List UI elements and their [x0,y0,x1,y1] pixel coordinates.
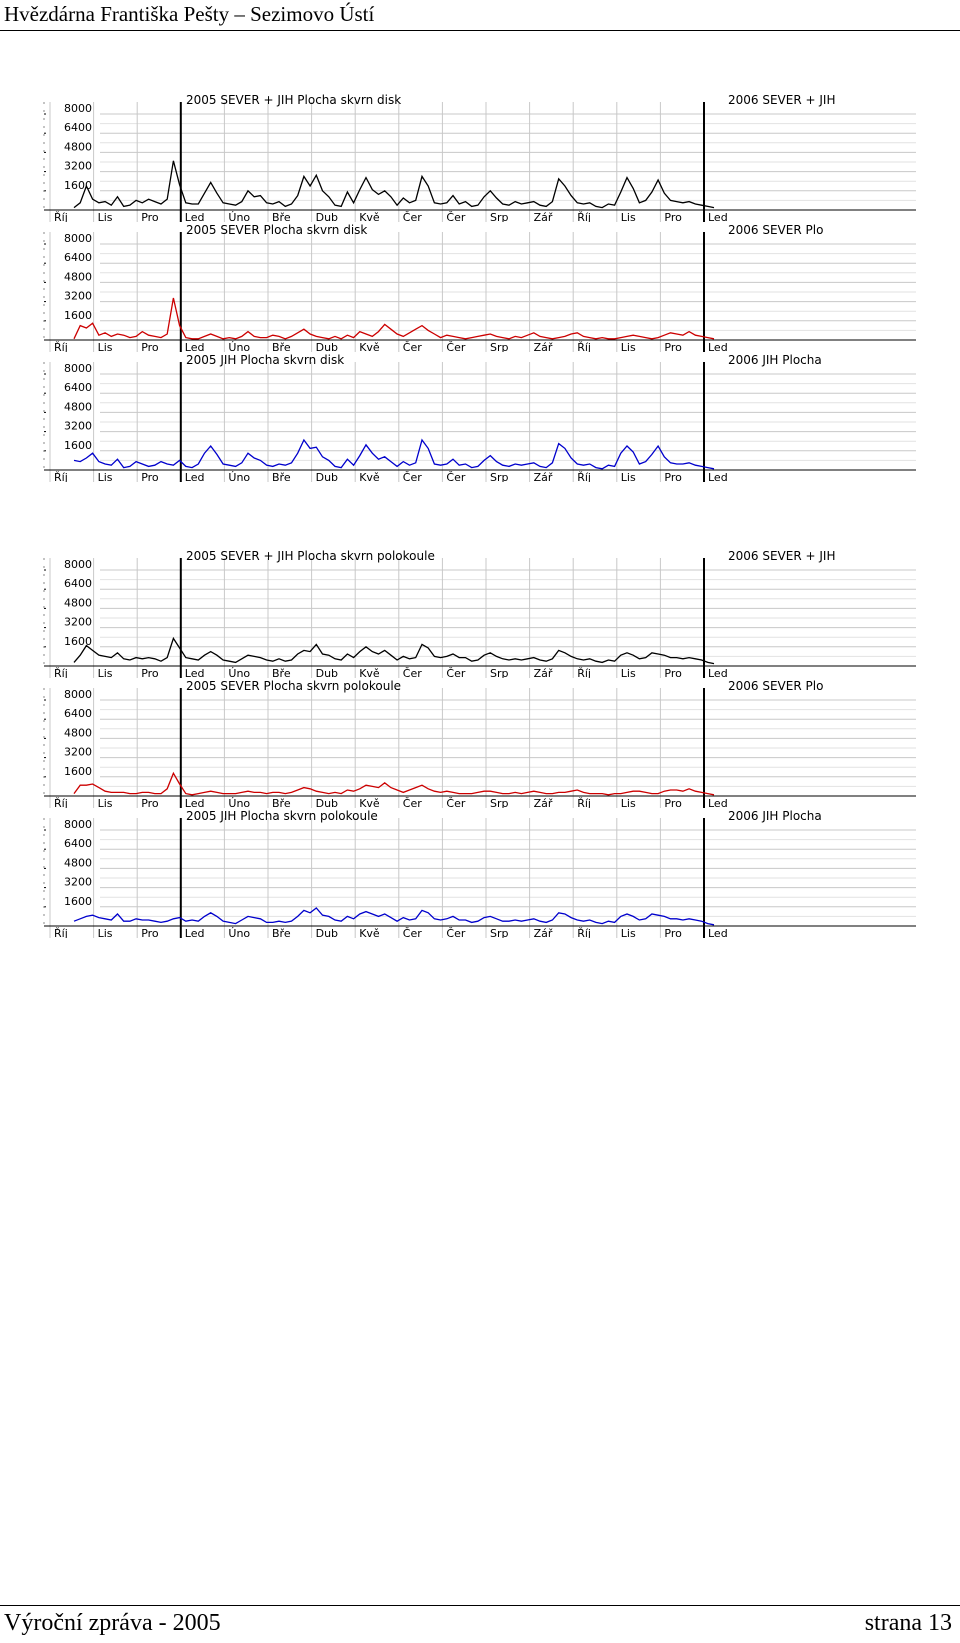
y-tick-label: 6400 [64,577,92,591]
y-tick-label: 8000 [64,818,92,831]
chart-title: 2005 SEVER Plocha skvrn polokoule [186,679,402,693]
x-month-label: Dub [315,471,339,482]
chart-group-disk [0,92,960,482]
y-tick-label: 1600 [64,438,92,452]
x-month-label: Lis [620,797,636,808]
x-month-label: Lis [620,927,636,938]
x-month-label: Pro [141,211,159,222]
y-tick-label: 3200 [64,419,92,433]
x-month-label: Říj [54,341,68,352]
x-month-label: Dub [315,797,339,808]
chart-jih-polokoule [0,808,960,938]
x-month-label: Dub [315,927,339,938]
y-tick-label: 6400 [64,251,92,265]
chart-title: 2005 JIH Plocha skvrn polokoule [186,809,378,823]
y-tick-label: 3200 [64,615,92,629]
x-month-label: Pro [664,211,682,222]
series-line [74,298,714,339]
chart-jih-disk [0,352,960,482]
x-month-label: Bře [272,211,291,222]
y-tick-label: 4800 [64,400,92,414]
x-month-label: Bře [272,471,291,482]
y-tick-label: 8000 [64,558,92,571]
y-tick-label: 8000 [64,102,92,115]
footer-page-number: strana 13 [864,1610,952,1636]
x-month-label: Kvě [359,341,380,352]
y-tick-label: 6400 [64,837,92,851]
x-month-label: Srp [490,471,509,482]
x-month-label: Čer [446,471,466,482]
x-month-label: Zář [533,341,553,352]
x-month-label: Pro [664,667,682,678]
x-month-label: Pro [664,797,682,808]
x-month-label: Dub [315,667,339,678]
x-month-label: Lis [620,667,636,678]
x-month-label: Úno [228,471,251,482]
x-month-label: Čer [446,927,466,938]
x-month-label: Říj [577,797,591,808]
chart-severjih-polokoule [0,548,960,678]
x-month-label: Říj [577,211,591,222]
chart-title-2006: 2006 SEVER + JIH [728,549,836,563]
x-month-label: Led [708,797,728,808]
y-tick-label: 1600 [64,634,92,648]
x-month-label: Led [708,667,728,678]
chart-sever-polokoule [0,678,960,808]
x-month-label: Lis [97,927,113,938]
y-tick-label: 1600 [64,764,92,778]
x-month-label: Lis [97,667,113,678]
x-month-label: Říj [54,667,68,678]
y-tick-label: 6400 [64,707,92,721]
x-month-label: Čer [446,667,466,678]
x-month-label: Lis [97,797,113,808]
x-month-label: Led [708,927,728,938]
x-month-label: Bře [272,341,291,352]
x-month-label: Čer [446,211,466,222]
x-month-label: Led [184,797,205,808]
chart-title-2006: 2006 JIH Plocha [728,353,822,367]
chart-title-2006: 2006 SEVER Plo [728,223,824,237]
chart-title-2006: 2006 JIH Plocha [728,809,822,823]
x-month-label: Bře [272,797,291,808]
x-month-label: Lis [97,471,113,482]
x-month-label: Pro [664,927,682,938]
x-month-label: Čer [402,211,422,222]
x-month-label: Led [184,211,205,222]
x-month-label: Úno [228,927,251,938]
x-month-label: Zář [533,471,553,482]
y-tick-label: 8000 [64,362,92,375]
x-month-label: Kvě [359,797,380,808]
page-header-title: Hvězdárna Františka Pešty – Sezimovo Ústí [4,2,375,26]
x-month-label: Říj [54,211,68,222]
x-month-label: Říj [577,927,591,938]
x-month-label: Čer [402,667,422,678]
x-month-label: Říj [577,667,591,678]
x-month-label: Říj [54,927,68,938]
x-month-label: Říj [54,471,68,482]
x-month-label: Zář [533,211,553,222]
x-month-label: Srp [490,341,509,352]
x-month-label: Pro [141,797,159,808]
x-month-label: Led [184,667,205,678]
x-month-label: Pro [141,927,159,938]
x-month-label: Srp [490,667,509,678]
x-month-label: Kvě [359,927,380,938]
x-month-label: Čer [402,341,422,352]
page-footer [0,1605,960,1643]
x-month-label: Úno [228,341,251,352]
y-tick-label: 6400 [64,121,92,135]
chart-title-2006: 2006 SEVER Plo [728,679,824,693]
x-month-label: Čer [402,797,422,808]
x-month-label: Pro [141,471,159,482]
chart-group-polokoule [0,548,960,938]
x-month-label: Dub [315,211,339,222]
x-month-label: Zář [533,667,553,678]
x-month-label: Zář [533,797,553,808]
x-month-label: Čer [402,471,422,482]
chart-title: 2005 SEVER Plocha skvrn disk [186,223,368,237]
y-tick-label: 3200 [64,875,92,889]
y-tick-label: 3200 [64,159,92,173]
x-month-label: Pro [141,341,159,352]
x-month-label: Kvě [359,471,380,482]
x-month-label: Led [184,341,205,352]
y-tick-label: 3200 [64,745,92,759]
x-month-label: Srp [490,211,509,222]
x-month-label: Kvě [359,667,380,678]
footer-report-title: Výroční zpráva - 2005 [4,1610,221,1636]
chart-sever-disk [0,222,960,352]
chart-title: 2005 SEVER + JIH Plocha skvrn polokoule [186,549,435,563]
chart-severjih-disk [0,92,960,222]
x-month-label: Led [708,211,728,222]
x-month-label: Říj [577,471,591,482]
x-month-label: Pro [664,471,682,482]
x-month-label: Kvě [359,211,380,222]
y-tick-label: 4800 [64,596,92,610]
chart-title-2006: 2006 SEVER + JIH [728,93,836,107]
x-month-label: Pro [664,341,682,352]
x-month-label: Říj [54,797,68,808]
x-month-label: Čer [402,927,422,938]
x-month-label: Bře [272,667,291,678]
x-month-label: Dub [315,341,339,352]
y-tick-label: 8000 [64,232,92,245]
x-month-label: Říj [577,341,591,352]
y-tick-label: 6400 [64,381,92,395]
y-tick-label: 4800 [64,856,92,870]
x-month-label: Zář [533,927,553,938]
y-tick-label: 4800 [64,140,92,154]
y-tick-label: 4800 [64,270,92,284]
y-tick-label: 1600 [64,178,92,192]
y-tick-label: 4800 [64,726,92,740]
x-month-label: Úno [228,667,251,678]
y-tick-label: 8000 [64,688,92,701]
page-header [0,0,960,31]
x-month-label: Lis [620,211,636,222]
x-month-label: Lis [97,211,113,222]
x-month-label: Čer [446,797,466,808]
x-month-label: Led [184,471,205,482]
x-month-label: Lis [620,471,636,482]
x-month-label: Pro [141,667,159,678]
x-month-label: Bře [272,927,291,938]
x-month-label: Úno [228,211,251,222]
x-month-label: Led [708,341,728,352]
x-month-label: Led [184,927,205,938]
x-month-label: Srp [490,927,509,938]
y-tick-label: 3200 [64,289,92,303]
y-tick-label: 1600 [64,308,92,322]
x-month-label: Led [708,471,728,482]
y-tick-label: 1600 [64,894,92,908]
x-month-label: Čer [446,341,466,352]
x-month-label: Lis [97,341,113,352]
x-month-label: Lis [620,341,636,352]
series-line [74,440,714,469]
chart-title: 2005 SEVER + JIH Plocha skvrn disk [186,93,402,107]
series-line [74,638,714,663]
chart-title: 2005 JIH Plocha skvrn disk [186,353,345,367]
x-month-label: Srp [490,797,509,808]
x-month-label: Úno [228,797,251,808]
